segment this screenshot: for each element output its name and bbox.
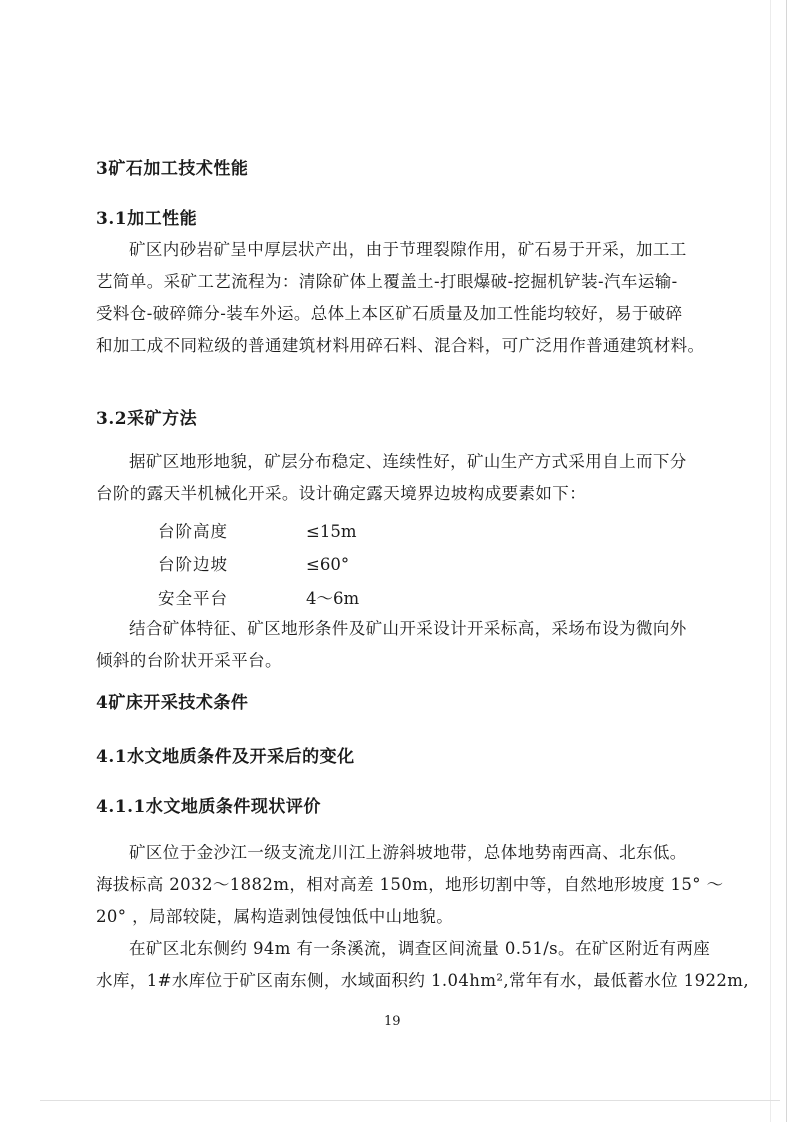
section-4-heading: 4矿床开采技术条件 — [96, 693, 249, 713]
text-line: 据矿区地形地貌，矿层分布稳定、连续性好，矿山生产方式采用自上而下分 — [129, 452, 687, 471]
scan-edge — [786, 0, 787, 1122]
text-line: 受料仓-破碎筛分-装车外运。总体上本区矿石质量及加工性能均较好，易于破碎 — [96, 304, 683, 323]
text-line: 水库，1#水库位于矿区南东侧，水域面积约 1.04hm²,常年有水，最低蓄水位 1922m, — [96, 971, 749, 990]
param-row — [158, 551, 349, 575]
section-4-1-heading: 4.1水文地质条件及开采后的变化 — [96, 747, 355, 767]
text-line: 和加工成不同粒级的普通建筑材料用碎石料、混合料，可广泛用作普通建筑材料。 — [96, 336, 705, 355]
text-line: 艺简单。采矿工艺流程为：清除矿体上覆盖土-打眼爆破-挖掘机铲装-汽车运输- — [96, 272, 678, 291]
param-row — [158, 518, 356, 542]
param-row — [158, 585, 359, 609]
param-value: ≤60° — [306, 555, 350, 574]
param-value: ≤15m — [306, 522, 357, 541]
section-3-2-paragraph — [96, 446, 698, 510]
section-4-1-1-paragraph-2 — [96, 933, 749, 997]
text-line: 矿区位于金沙江一级支流龙川江上游斜坡地带，总体地势南西高、北东低。 — [129, 843, 687, 862]
section-3-heading: 3矿石加工技术性能 — [96, 159, 249, 179]
text-line: 在矿区北东侧约 94m 有一条溪流，调查区间流量 0.51/s。在矿区附近有两座 — [129, 939, 711, 958]
scan-bottom-line — [40, 1100, 780, 1101]
section-3-1-heading: 3.1加工性能 — [96, 209, 198, 229]
text-line: 结合矿体特征、矿区地形条件及矿山开采设计开采标高，采场布设为微向外 — [129, 619, 687, 638]
section-4-1-1-paragraph-1 — [96, 837, 724, 933]
scan-edge — [770, 0, 771, 1122]
text-line: 台阶的露天半机械化开采。设计确定露天境界边坡构成要素如下： — [96, 484, 587, 503]
text-line: 海拔标高 2032～1882m，相对高差 150m，地形切割中等，自然地形坡度 15° ～ — [96, 875, 724, 894]
param-value: 4～6m — [306, 589, 360, 608]
section-3-1-paragraph — [96, 234, 705, 362]
param-name: 台阶边坡 — [158, 555, 228, 574]
param-name: 安全平台 — [158, 589, 228, 608]
text-line: 倾斜的台阶状开采平台。 — [96, 651, 282, 670]
page-number: 19 — [384, 1014, 401, 1029]
param-name: 台阶高度 — [158, 522, 228, 541]
text-line: 矿区内砂岩矿呈中厚层状产出，由于节理裂隙作用，矿石易于开采，加工工 — [129, 240, 687, 259]
section-4-1-1-heading: 4.1.1水文地质条件现状评价 — [96, 797, 321, 817]
section-3-2-closing-paragraph — [96, 613, 698, 677]
section-3-2-heading: 3.2采矿方法 — [96, 409, 198, 429]
text-line: 20° ，局部较陡，属构造剥蚀侵蚀低中山地貌。 — [96, 907, 454, 926]
